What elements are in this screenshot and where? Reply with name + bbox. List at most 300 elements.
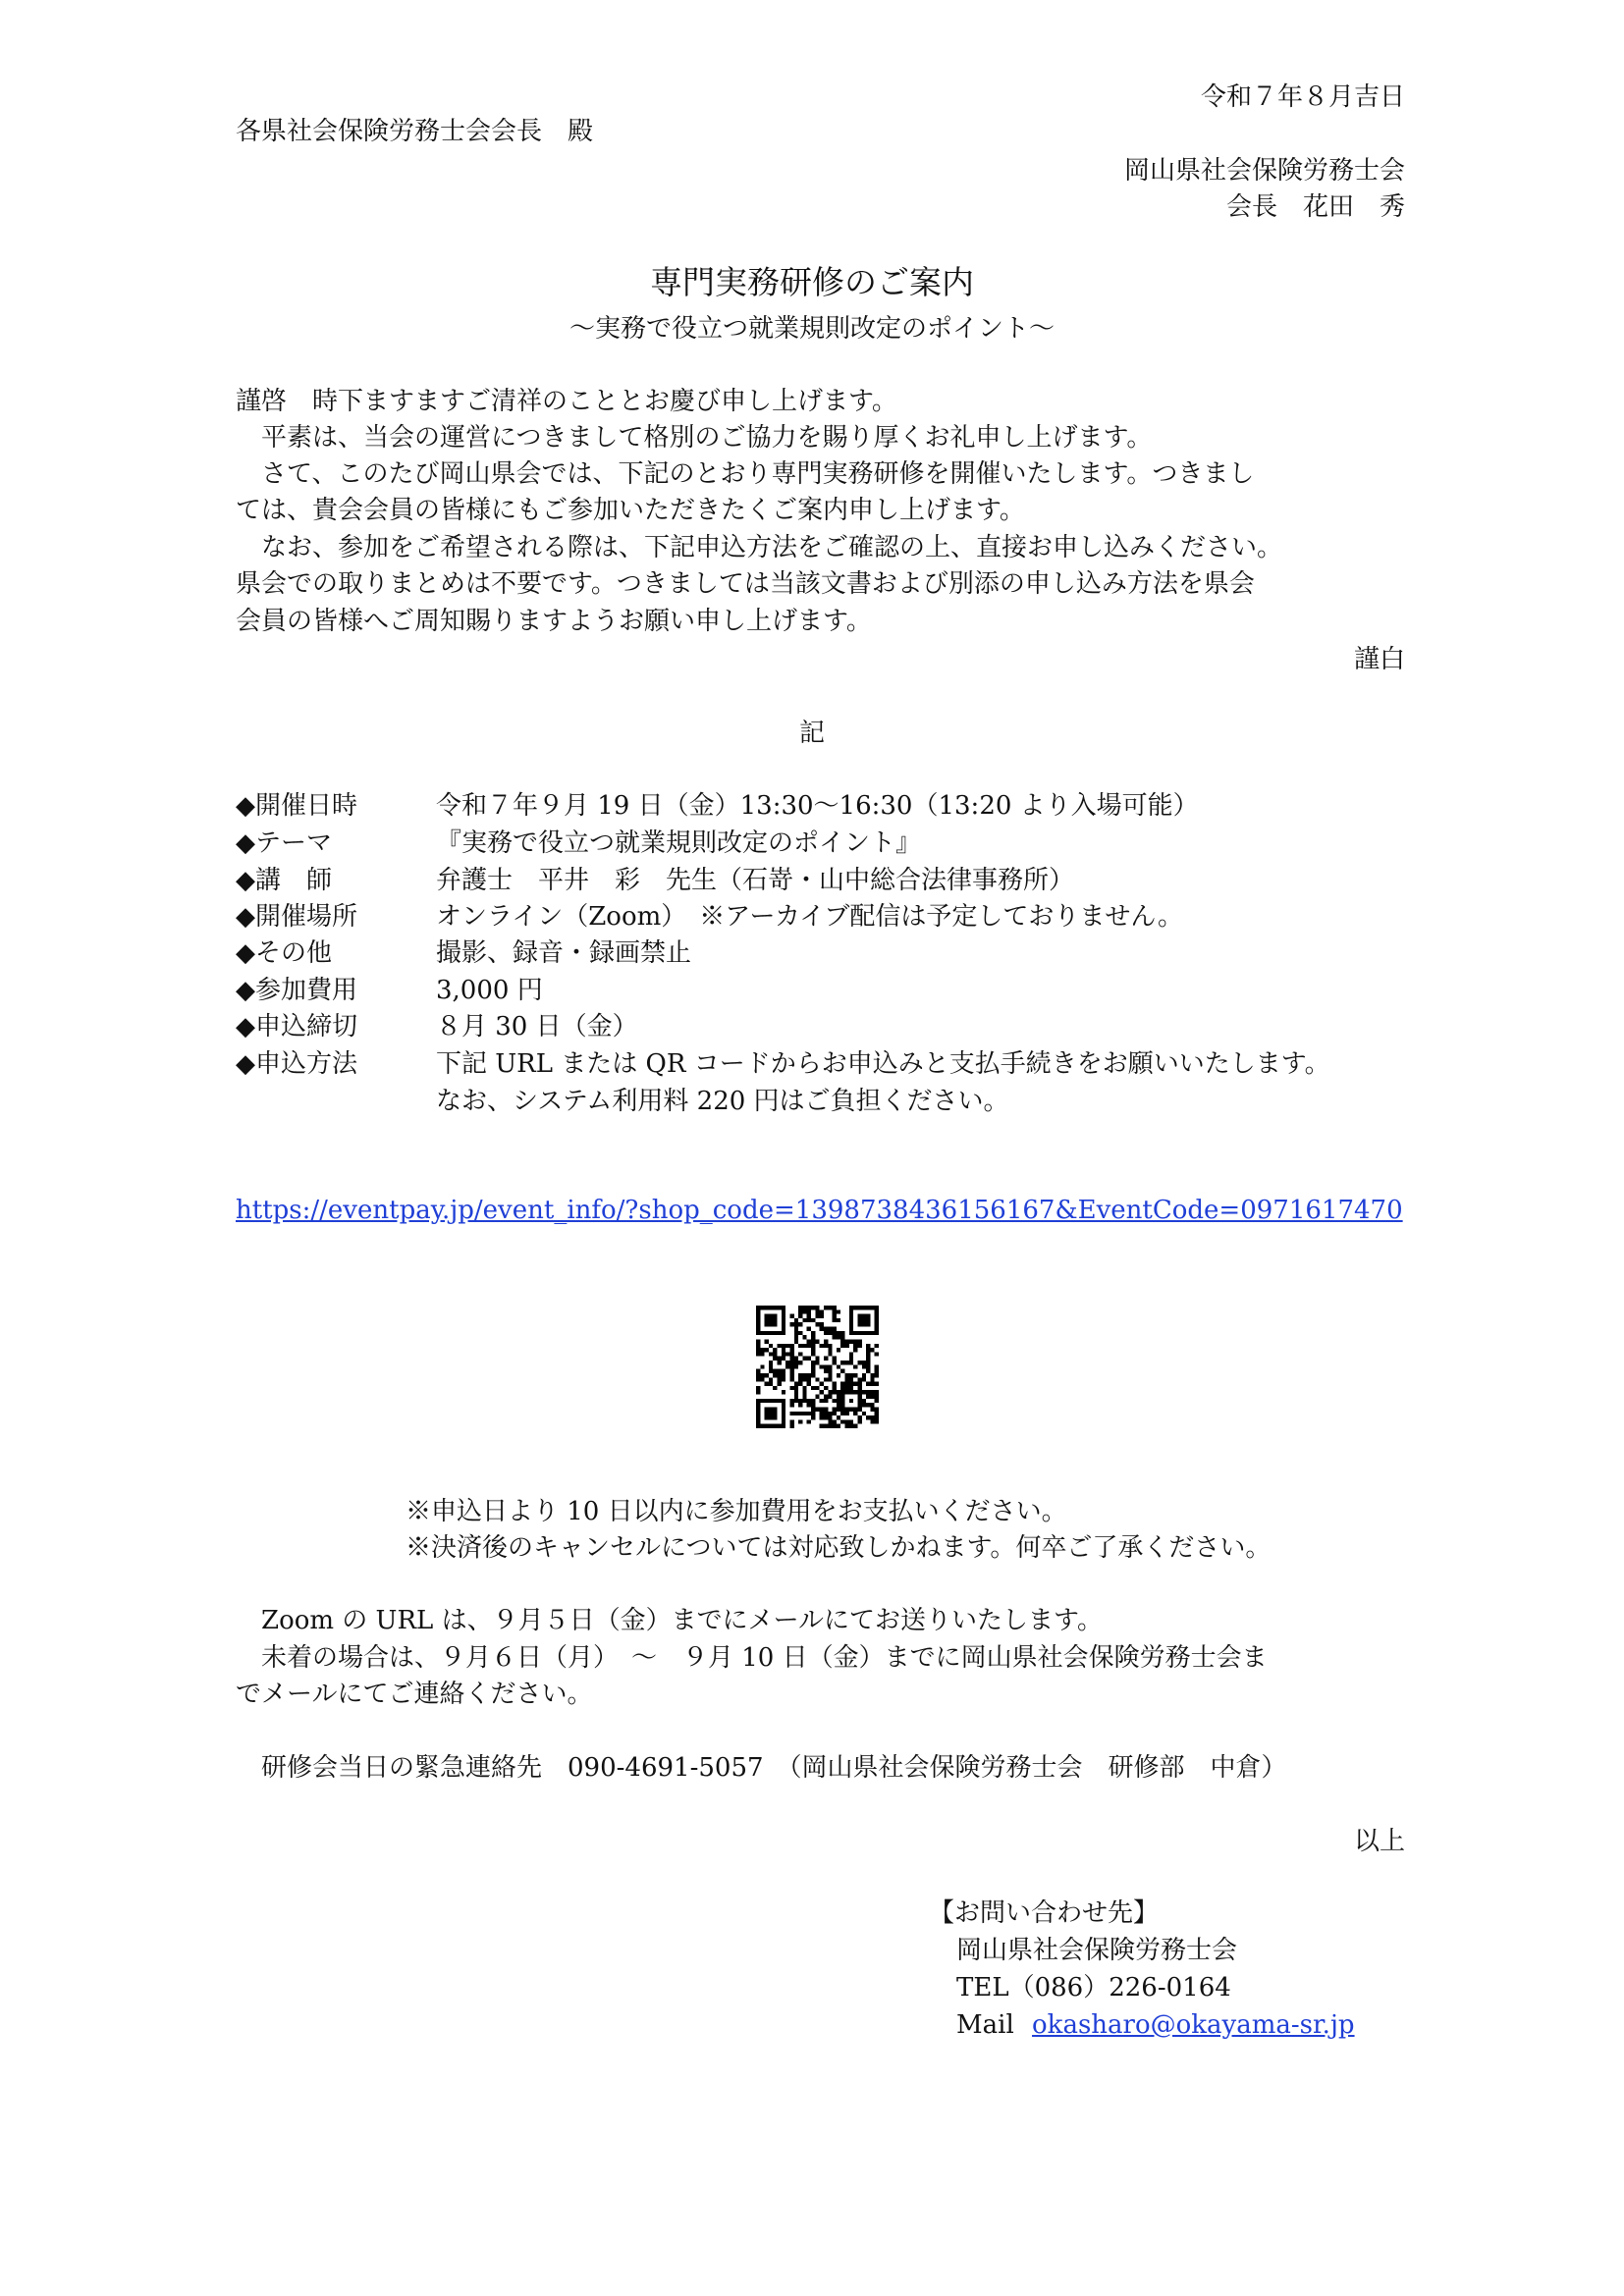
qr-module (782, 1327, 785, 1331)
qr-module (820, 1327, 824, 1331)
body-line: ては、貴会会員の皆様にもご参加いただきたくご案内申し上げます。 (236, 496, 1025, 525)
qr-module (875, 1399, 879, 1403)
qr-module (833, 1327, 837, 1331)
qr-module (789, 1399, 793, 1403)
qr-module (828, 1395, 832, 1399)
qr-module (824, 1399, 828, 1403)
zoom-info-line: Zoom の URL は、９月５日（金）までにメールにてお送りいたします。 (236, 1606, 1103, 1635)
qr-module (875, 1327, 879, 1331)
qr-module (789, 1352, 793, 1356)
qr-module (870, 1395, 874, 1399)
qr-module (866, 1390, 870, 1394)
qr-module (798, 1403, 802, 1407)
qr-module (828, 1352, 832, 1356)
qr-module (765, 1322, 769, 1326)
qr-module (857, 1314, 861, 1318)
qr-module (765, 1415, 769, 1419)
qr-module (789, 1412, 793, 1415)
qr-module (794, 1386, 798, 1390)
contact-mail-row (956, 2012, 1355, 2038)
qr-module (833, 1357, 837, 1361)
qr-module (853, 1339, 857, 1343)
qr-module (820, 1390, 824, 1394)
qr-module (782, 1352, 785, 1356)
qr-module (769, 1344, 773, 1348)
qr-module (760, 1352, 764, 1356)
qr-module (756, 1322, 760, 1326)
qr-module (769, 1314, 773, 1318)
zoom-info-line: でメールにてご連絡ください。 (236, 1680, 593, 1709)
body-line: 県会での取りまとめは不要です。つきましては当該文書および別添の申し込み方法を県会 (236, 569, 1255, 599)
qr-module (857, 1318, 861, 1322)
qr-module (857, 1344, 861, 1348)
qr-module (778, 1382, 782, 1386)
qr-module (778, 1306, 782, 1309)
qr-module (794, 1339, 798, 1343)
qr-module (845, 1386, 849, 1390)
qr-module (802, 1412, 806, 1415)
body-line: なお、参加をご希望される際は、下記申込方法をご確認の上、直接お申し込みください。 (236, 533, 1283, 562)
qr-module (778, 1369, 782, 1373)
qr-module (789, 1322, 793, 1326)
qr-module (833, 1386, 837, 1390)
contact-heading: 【お問い合わせ先】 (929, 1898, 1160, 1928)
qr-module (778, 1399, 782, 1403)
qr-module (837, 1407, 840, 1411)
qr-module (798, 1309, 802, 1313)
qr-module (756, 1386, 760, 1390)
qr-module (798, 1373, 802, 1377)
qr-module (849, 1382, 853, 1386)
qr-module (845, 1390, 849, 1394)
qr-module (857, 1322, 861, 1326)
qr-module (837, 1390, 840, 1394)
qr-module (857, 1306, 861, 1309)
qr-module (807, 1339, 811, 1343)
qr-module (857, 1361, 861, 1364)
qr-module (798, 1382, 802, 1386)
qr-module (798, 1314, 802, 1318)
qr-module (807, 1344, 811, 1348)
contact-mail-link[interactable]: okasharo@okayama-sr.jp (1032, 2010, 1355, 2040)
qr-module (857, 1377, 861, 1381)
qr-module (828, 1412, 832, 1415)
qr-module (782, 1348, 785, 1352)
qr-module (769, 1412, 773, 1415)
body-line: さて、このたび岡山県会では、下記のとおり専門実務研修を開催いたします。つきまし (236, 459, 1255, 489)
qr-module (870, 1306, 874, 1309)
qr-module (807, 1419, 811, 1423)
qr-module (837, 1331, 840, 1335)
qr-module (802, 1335, 806, 1339)
qr-module (862, 1399, 866, 1403)
qr-module (782, 1369, 785, 1373)
qr-module (870, 1390, 874, 1394)
qr-module (833, 1419, 837, 1423)
qr-module (837, 1309, 840, 1313)
qr-module (789, 1386, 793, 1390)
qr-module (857, 1419, 861, 1423)
qr-module (870, 1377, 874, 1381)
qr-module (794, 1399, 798, 1403)
qr-module (802, 1373, 806, 1377)
qr-module (782, 1306, 785, 1309)
qr-module (870, 1331, 874, 1335)
qr-module (828, 1348, 832, 1352)
qr-module (802, 1344, 806, 1348)
qr-module (756, 1390, 760, 1394)
qr-module (849, 1373, 853, 1377)
detail-value-deadline: ８月 30 日（金） (436, 1012, 638, 1041)
qr-module (875, 1314, 879, 1318)
qr-module (794, 1327, 798, 1331)
qr-module (837, 1403, 840, 1407)
qr-module (824, 1424, 828, 1428)
qr-module (789, 1314, 793, 1318)
qr-module (769, 1415, 773, 1419)
qr-module (782, 1318, 785, 1322)
qr-module (857, 1395, 861, 1399)
qr-module (820, 1412, 824, 1415)
qr-module (840, 1390, 844, 1394)
qr-module (862, 1306, 866, 1309)
qr-module (866, 1369, 870, 1373)
qr-module (828, 1327, 832, 1331)
qr-module (765, 1412, 769, 1415)
qr-module (840, 1412, 844, 1415)
qr-module (815, 1361, 819, 1364)
qr-module (769, 1382, 773, 1386)
qr-module (853, 1390, 857, 1394)
qr-module (845, 1373, 849, 1377)
qr-module (824, 1344, 828, 1348)
qr-module (870, 1415, 874, 1419)
qr-module (857, 1390, 861, 1394)
detail-value-datetime: 令和７年９月 19 日（金）13:30～16:30（13:20 より入場可能） (436, 791, 1199, 821)
qr-module (862, 1403, 866, 1407)
qr-module (769, 1407, 773, 1411)
qr-module (845, 1407, 849, 1411)
qr-module (782, 1399, 785, 1403)
qr-module (760, 1373, 764, 1377)
qr-module (875, 1309, 879, 1313)
qr-module (849, 1327, 853, 1331)
qr-module (789, 1373, 793, 1377)
qr-module (862, 1412, 866, 1415)
note-payment-deadline: ※申込日より 10 日以内に参加費用をお支払いください。 (406, 1497, 1067, 1526)
qr-module (875, 1331, 879, 1335)
qr-module (811, 1364, 815, 1368)
qr-module (756, 1419, 760, 1423)
detail-label-lecturer: ◆講 師 (236, 866, 332, 895)
qr-module (798, 1361, 802, 1364)
qr-module (815, 1377, 819, 1381)
qr-module (807, 1377, 811, 1381)
qr-module (782, 1403, 785, 1407)
zoom-info-line: 未着の場合は、９月６日（月） ～ ９月 10 日（金）までに岡山県社会保険労務士会ま (236, 1643, 1268, 1673)
qr-module (815, 1309, 819, 1313)
qr-module (840, 1369, 844, 1373)
qr-module (798, 1377, 802, 1381)
qr-module (857, 1399, 861, 1403)
qr-module (773, 1314, 777, 1318)
detail-value-theme: 『実務で役立つ就業規則改定のポイント』 (436, 828, 922, 858)
qr-module (782, 1322, 785, 1326)
qr-module (828, 1369, 832, 1373)
qr-module (870, 1382, 874, 1386)
qr-module (765, 1424, 769, 1428)
qr-module (807, 1327, 811, 1331)
qr-module (833, 1306, 837, 1309)
qr-module (807, 1309, 811, 1313)
qr-module (862, 1373, 866, 1377)
qr-module (875, 1364, 879, 1368)
qr-module (811, 1369, 815, 1373)
qr-module (756, 1424, 760, 1428)
qr-module (824, 1306, 828, 1309)
note-cancellation: ※決済後のキャンセルについては対応致しかねます。何卒ご了承ください。 (406, 1533, 1272, 1563)
qr-module (789, 1361, 793, 1364)
qr-module (870, 1373, 874, 1377)
detail-value-other: 撮影、録音・録画禁止 (436, 938, 692, 968)
qr-module (782, 1373, 785, 1377)
qr-module (811, 1403, 815, 1407)
qr-module (828, 1364, 832, 1368)
qr-module (845, 1412, 849, 1415)
qr-module (765, 1306, 769, 1309)
qr-module (769, 1322, 773, 1326)
qr-module (794, 1390, 798, 1394)
qr-module (773, 1369, 777, 1373)
detail-label-fee: ◆参加費用 (236, 976, 357, 1005)
qr-module (807, 1314, 811, 1318)
qr-module (853, 1331, 857, 1335)
qr-module (794, 1361, 798, 1364)
qr-module (789, 1357, 793, 1361)
qr-module (773, 1352, 777, 1356)
qr-module (833, 1382, 837, 1386)
qr-module (765, 1318, 769, 1322)
qr-module (862, 1364, 866, 1368)
qr-module (849, 1306, 853, 1309)
qr-module (866, 1352, 870, 1356)
qr-module (782, 1407, 785, 1411)
qr-module (824, 1412, 828, 1415)
document-subtitle: ～実務で役立つ就業規則改定のポイント～ (568, 314, 1055, 344)
registration-url-link[interactable]: https://eventpay.jp/event_info/?shop_code=1398738436156167&EventCode=0971617470 (236, 1196, 1403, 1225)
qr-module (824, 1407, 828, 1411)
qr-module (840, 1344, 844, 1348)
qr-module (794, 1357, 798, 1361)
qr-module (833, 1318, 837, 1322)
qr-module (815, 1322, 819, 1326)
qr-module (833, 1331, 837, 1335)
qr-module (866, 1318, 870, 1322)
qr-module (833, 1361, 837, 1364)
qr-module (815, 1306, 819, 1309)
qr-module (760, 1306, 764, 1309)
qr-module (828, 1377, 832, 1381)
qr-module (875, 1373, 879, 1377)
qr-module (840, 1335, 844, 1339)
qr-module (789, 1364, 793, 1368)
qr-module (866, 1361, 870, 1364)
qr-module (789, 1403, 793, 1407)
qr-module (862, 1322, 866, 1326)
qr-module (875, 1407, 879, 1411)
qr-module (820, 1407, 824, 1411)
detail-label-datetime: ◆開催日時 (236, 791, 357, 821)
qr-module (773, 1415, 777, 1419)
qr-module (769, 1306, 773, 1309)
qr-module (824, 1364, 828, 1368)
qr-module (794, 1382, 798, 1386)
qr-module (769, 1377, 773, 1381)
qr-module (769, 1331, 773, 1335)
qr-module (862, 1318, 866, 1322)
qr-module (833, 1412, 837, 1415)
qr-module (875, 1344, 879, 1348)
qr-module (773, 1348, 777, 1352)
qr-module (866, 1395, 870, 1399)
qr-module (840, 1361, 844, 1364)
qr-module (802, 1318, 806, 1322)
qr-module (833, 1335, 837, 1339)
qr-module (862, 1361, 866, 1364)
qr-module (807, 1403, 811, 1407)
detail-label-other: ◆その他 (236, 938, 332, 968)
qr-module (840, 1382, 844, 1386)
qr-module (811, 1344, 815, 1348)
qr-module (778, 1357, 782, 1361)
qr-module (824, 1386, 828, 1390)
qr-module (782, 1419, 785, 1423)
qr-module (756, 1309, 760, 1313)
qr-module (828, 1415, 832, 1419)
qr-module (845, 1377, 849, 1381)
qr-module (798, 1322, 802, 1326)
qr-module (828, 1390, 832, 1394)
qr-module (833, 1314, 837, 1318)
qr-module (840, 1339, 844, 1343)
qr-module (875, 1369, 879, 1373)
qr-module (875, 1318, 879, 1322)
qr-module (862, 1314, 866, 1318)
qr-module (866, 1322, 870, 1326)
qr-module (782, 1412, 785, 1415)
qr-module (760, 1399, 764, 1403)
qr-module (853, 1364, 857, 1368)
qr-module (840, 1331, 844, 1335)
qr-module (794, 1395, 798, 1399)
ki-heading: 記 (798, 719, 825, 748)
qr-module (853, 1306, 857, 1309)
qr-module (769, 1364, 773, 1368)
qr-module (862, 1377, 866, 1381)
registration-qr-code-icon[interactable] (756, 1306, 879, 1428)
qr-module (820, 1399, 824, 1403)
qr-module (807, 1318, 811, 1322)
qr-module (866, 1357, 870, 1361)
qr-module (837, 1399, 840, 1403)
qr-module (778, 1373, 782, 1377)
qr-module (765, 1407, 769, 1411)
qr-module (756, 1415, 760, 1419)
body-line: 会員の皆様へご周知賜りますようお願い申し上げます。 (236, 607, 872, 636)
qr-module (807, 1399, 811, 1403)
qr-module (765, 1339, 769, 1343)
qr-module (820, 1382, 824, 1386)
qr-module (811, 1348, 815, 1352)
detail-value-venue: オンライン（Zoom） ※アーカイブ配信は予定しておりません。 (436, 902, 1183, 932)
qr-module (815, 1339, 819, 1343)
qr-module (833, 1309, 837, 1313)
issue-date: 令和７年８月吉日 (1200, 82, 1405, 112)
qr-module (824, 1369, 828, 1373)
qr-module (849, 1309, 853, 1313)
qr-module (820, 1344, 824, 1348)
qr-module (802, 1390, 806, 1394)
qr-module (833, 1399, 837, 1403)
emergency-contact: 研修会当日の緊急連絡先 090-4691-5057 （岡山県社会保険労務士会 研修部 中倉） (236, 1753, 1287, 1783)
qr-module (782, 1390, 785, 1394)
qr-module (782, 1314, 785, 1318)
addressee: 各県社会保険労務士会会長 殿 (236, 117, 594, 146)
qr-module (798, 1331, 802, 1335)
qr-module (794, 1331, 798, 1335)
qr-module (857, 1331, 861, 1335)
qr-module (840, 1395, 844, 1399)
qr-module (833, 1390, 837, 1394)
qr-module (782, 1415, 785, 1419)
qr-module (849, 1399, 853, 1403)
qr-module (857, 1339, 861, 1343)
qr-module (765, 1348, 769, 1352)
qr-module (782, 1331, 785, 1335)
qr-module (802, 1357, 806, 1361)
qr-module (815, 1314, 819, 1318)
qr-module (782, 1309, 785, 1313)
qr-module (811, 1412, 815, 1415)
qr-module (845, 1361, 849, 1364)
qr-module (756, 1403, 760, 1407)
qr-module (824, 1395, 828, 1399)
qr-module (845, 1344, 849, 1348)
body-line: 平素は、当会の運営につきまして格別のご協力を賜り厚くお礼申し上げます。 (236, 423, 1153, 453)
qr-module (756, 1373, 760, 1377)
qr-module (807, 1382, 811, 1386)
detail-label-application: ◆申込方法 (236, 1049, 357, 1079)
qr-module (756, 1377, 760, 1381)
qr-module (837, 1424, 840, 1428)
qr-module (824, 1377, 828, 1381)
qr-module (765, 1382, 769, 1386)
qr-module (778, 1331, 782, 1335)
qr-module (802, 1377, 806, 1381)
sender-organization: 岡山県社会保険労務士会 (1123, 156, 1405, 186)
qr-module (866, 1382, 870, 1386)
qr-module (849, 1322, 853, 1326)
qr-module (866, 1331, 870, 1335)
qr-module (773, 1331, 777, 1335)
contact-tel: TEL（086）226-0164 (956, 1973, 1231, 2002)
qr-module (824, 1415, 828, 1419)
qr-module (824, 1327, 828, 1331)
qr-module (866, 1415, 870, 1419)
qr-module (853, 1344, 857, 1348)
qr-module (840, 1399, 844, 1403)
qr-module (845, 1419, 849, 1423)
